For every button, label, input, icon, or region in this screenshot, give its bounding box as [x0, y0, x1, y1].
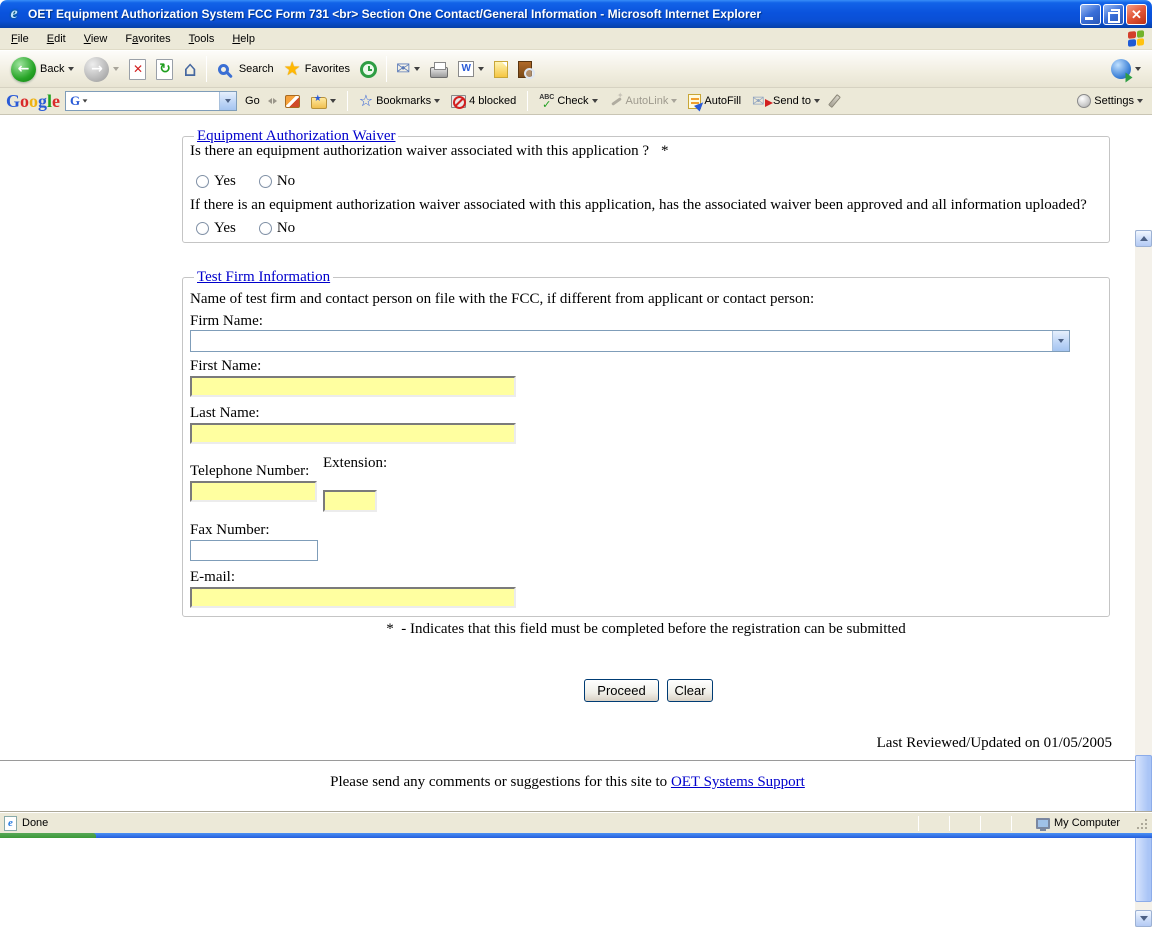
- stop-icon: ✕: [129, 59, 146, 80]
- firm-name-label: Firm Name:: [190, 313, 263, 329]
- search-combo-button[interactable]: [219, 92, 236, 110]
- fax-label: Fax Number:: [190, 522, 270, 538]
- google-go-button[interactable]: Go: [245, 95, 260, 107]
- menu-help[interactable]: Help: [232, 32, 255, 45]
- required-field-note: * - Indicates that this field must be completed before the registration can be submitted: [386, 621, 906, 637]
- waiver-q2-yes-radio[interactable]: [196, 222, 209, 235]
- last-updated-text: Last Reviewed/Updated on 01/05/2005: [876, 735, 1112, 751]
- menu-view[interactable]: View: [83, 32, 108, 45]
- splitter-icon: [268, 98, 277, 104]
- waiver-q1-options: [196, 173, 313, 190]
- menu-favorites[interactable]: Favorites: [125, 32, 171, 45]
- note-icon: [494, 61, 508, 78]
- close-button[interactable]: [1126, 4, 1147, 25]
- proceed-button[interactable]: Proceed: [584, 679, 659, 702]
- toolbar-separator: [386, 56, 387, 82]
- google-g-icon: G: [70, 93, 81, 108]
- history-clock-icon: [360, 61, 377, 78]
- scroll-up-button[interactable]: [1135, 230, 1152, 247]
- settings-button[interactable]: Settings: [1074, 92, 1146, 110]
- google-separator: [527, 91, 528, 111]
- telephone-label: Telephone Number:: [190, 463, 310, 479]
- oet-systems-support-link[interactable]: OET Systems Support: [670, 774, 805, 790]
- news-icon: [285, 95, 300, 108]
- bookmarks-dropdown-icon[interactable]: [434, 99, 440, 103]
- home-button[interactable]: [178, 53, 201, 85]
- menu-edit[interactable]: Edit: [46, 32, 66, 45]
- scroll-down-button[interactable]: [1135, 910, 1152, 927]
- search-button[interactable]: [211, 53, 279, 85]
- clear-button[interactable]: Clear: [667, 679, 713, 702]
- popup-blocked-icon: [451, 95, 466, 108]
- back-button[interactable]: [6, 53, 79, 85]
- forward-dropdown-icon: [113, 67, 119, 71]
- footer-divider: [0, 760, 1135, 762]
- back-icon: ←: [11, 57, 36, 82]
- test-firm-fieldset: [182, 277, 1110, 617]
- research-book-icon: [518, 61, 532, 78]
- last-name-label: Last Name:: [190, 405, 260, 421]
- title-bar: [0, 0, 1152, 28]
- standard-toolbar: [0, 50, 1152, 88]
- first-name-label: First Name:: [190, 358, 262, 374]
- test-firm-legend-link[interactable]: Test Firm Information: [197, 269, 331, 285]
- google-toolbar: [0, 88, 1152, 115]
- bookmarks-star-icon: ☆: [358, 91, 374, 110]
- security-zone: [1028, 817, 1128, 829]
- send-to-button[interactable]: ✉ Send to: [749, 92, 823, 110]
- extension-input[interactable]: [323, 490, 377, 512]
- waiver-q1-no-radio[interactable]: [259, 175, 272, 188]
- edit-with-word-button[interactable]: [453, 53, 489, 85]
- minimize-button[interactable]: [1080, 4, 1101, 25]
- extension-label: Extension:: [323, 455, 388, 471]
- bookmarks-button[interactable]: ☆ Bookmarks: [356, 91, 443, 111]
- status-separator: [980, 816, 981, 831]
- extras-dropdown-icon[interactable]: [1135, 67, 1141, 71]
- research-button[interactable]: [513, 53, 537, 85]
- ie-logo-icon: e: [10, 5, 18, 22]
- fax-input[interactable]: [190, 540, 318, 561]
- abc-check-icon: ABC ✓: [539, 94, 555, 111]
- refresh-button[interactable]: [151, 53, 178, 85]
- spellcheck-button[interactable]: ABC ✓ Check: [536, 92, 600, 110]
- waiver-q2-options: [196, 220, 313, 237]
- menu-tools[interactable]: Tools: [188, 32, 215, 45]
- yes-label: Yes: [214, 173, 236, 189]
- telephone-input[interactable]: [190, 481, 317, 502]
- bookmark-folder-button[interactable]: [308, 92, 339, 111]
- browser-extras-button[interactable]: [1106, 53, 1146, 85]
- favorites-label: Favorites: [304, 63, 350, 75]
- resize-grip[interactable]: [1134, 816, 1148, 830]
- my-computer-icon: [1036, 818, 1050, 829]
- menu-bar: [0, 28, 1152, 50]
- email-label: E-mail:: [190, 569, 235, 585]
- restore-button[interactable]: [1103, 4, 1124, 25]
- status-separator: [949, 816, 950, 831]
- last-name-input[interactable]: [190, 423, 516, 444]
- waiver-q2-no-radio[interactable]: [259, 222, 272, 235]
- mail-dropdown-icon[interactable]: [414, 67, 420, 71]
- popup-blocker-button[interactable]: 4 blocked: [448, 93, 519, 110]
- check-dropdown-icon[interactable]: [592, 99, 598, 103]
- autofill-form-icon: [688, 94, 701, 109]
- folder-dropdown-icon[interactable]: [330, 99, 336, 103]
- first-name-input[interactable]: [190, 376, 516, 397]
- waiver-question-1: Is there an equipment authorization waiver associated with this application ? *: [190, 143, 669, 159]
- favorites-button[interactable]: [279, 53, 355, 85]
- zone-label: My Computer: [1053, 817, 1120, 829]
- page-content: [0, 115, 1152, 812]
- printer-icon: [430, 67, 448, 78]
- settings-orb-icon: [1077, 94, 1091, 108]
- google-logo: Google: [6, 91, 61, 111]
- autolink-dropdown-icon: [671, 99, 677, 103]
- firm-name-select[interactable]: [190, 330, 1070, 352]
- bookmark-folder-icon: [311, 97, 327, 109]
- forward-button[interactable]: [79, 53, 124, 85]
- highlighter-icon: [828, 94, 841, 108]
- back-label: Back: [40, 63, 65, 75]
- window-title: OET Equipment Authorization System FCC Form 731 <br> Section One Contact/General Information - Microsoft Internet Explorer: [28, 7, 761, 21]
- edit-dropdown-icon[interactable]: [478, 67, 484, 71]
- google-search-input[interactable]: [88, 93, 219, 109]
- print-button[interactable]: [425, 53, 453, 85]
- settings-dropdown-icon[interactable]: [1137, 99, 1143, 103]
- mail-button[interactable]: [391, 53, 425, 85]
- google-separator: [347, 91, 348, 111]
- mail-envelope-icon: ✉: [395, 59, 411, 79]
- waiver-question-2: If there is an equipment authorization waiver associated with this application, has the associated waiver been approved and all information uploaded?: [190, 197, 1087, 213]
- test-firm-legend: [194, 269, 333, 286]
- windows-flag-throbber: [1128, 30, 1144, 47]
- favorites-star-icon: ★: [283, 58, 301, 80]
- autolink-button: ✦ AutoLink: [606, 92, 681, 110]
- window-controls: [1080, 4, 1147, 25]
- history-button[interactable]: [355, 53, 382, 85]
- taskbar-sliver: [0, 833, 1152, 838]
- autofill-button[interactable]: AutoFill: [685, 92, 744, 111]
- status-text: Done: [22, 817, 49, 829]
- status-bar: [0, 812, 1152, 833]
- firm-name-dropdown-button[interactable]: [1052, 331, 1069, 351]
- globe-icon: [1111, 59, 1131, 79]
- yes-label: Yes: [214, 220, 236, 236]
- word-icon: W: [458, 61, 474, 77]
- waiver-legend-link[interactable]: Equipment Authorization Waiver: [197, 128, 396, 144]
- menu-file[interactable]: File: [11, 32, 29, 45]
- no-label: No: [276, 173, 296, 189]
- required-asterisk: *: [661, 143, 669, 159]
- stop-button[interactable]: [124, 53, 151, 85]
- status-separator: [1011, 816, 1012, 831]
- page-status-icon: e: [4, 816, 17, 831]
- status-separator: [918, 816, 919, 831]
- send-to-icon: ✉: [752, 94, 770, 108]
- google-search-box: [65, 91, 237, 111]
- search-icon: [218, 64, 229, 75]
- toolbar-separator: [206, 56, 207, 82]
- forward-icon: →: [84, 57, 109, 82]
- sendto-dropdown-icon[interactable]: [814, 99, 820, 103]
- back-dropdown-icon[interactable]: [68, 67, 74, 71]
- discuss-button[interactable]: [489, 53, 513, 85]
- test-firm-intro: Name of test firm and contact person on file with the FCC, if different from applicant or contact person:: [190, 291, 815, 307]
- email-input[interactable]: [190, 587, 516, 608]
- home-icon: ⌂: [183, 56, 197, 81]
- google-g-dropdown-icon[interactable]: [83, 99, 88, 102]
- start-button-sliver[interactable]: [0, 833, 96, 838]
- news-search-button[interactable]: [282, 93, 303, 110]
- search-label: Search: [238, 63, 274, 75]
- no-label: No: [276, 220, 296, 236]
- refresh-icon: ↻: [156, 59, 173, 80]
- footer-comments-line: Please send any comments or suggestions for this site to OET Systems Support: [330, 774, 805, 790]
- required-asterisk: *: [386, 621, 394, 637]
- autolink-wand-icon: [609, 94, 623, 108]
- waiver-q1-yes-radio[interactable]: [196, 175, 209, 188]
